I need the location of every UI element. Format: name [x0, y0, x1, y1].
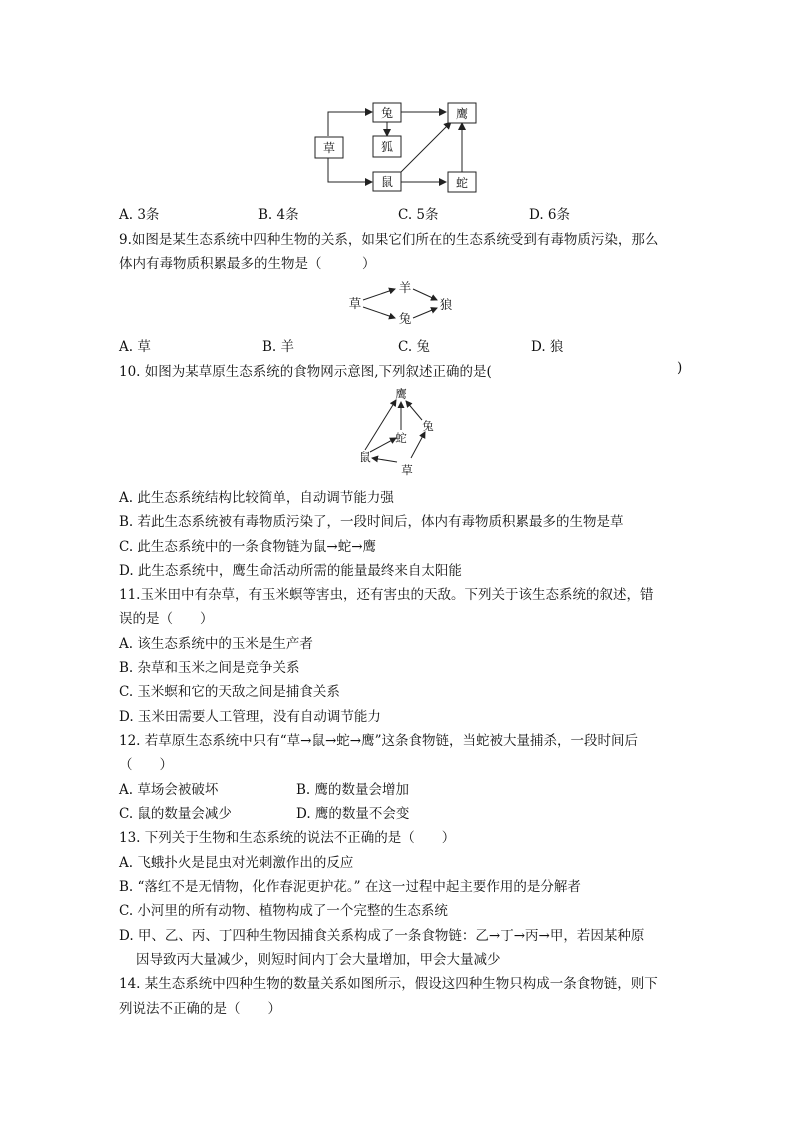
q10-stem-close: ) [677, 360, 683, 376]
q13-stem: 13. 下列关于生物和生态系统的说法不正确的是（ ） [119, 830, 456, 846]
node-fox: 狐 [380, 140, 394, 154]
q9-node-sheep: 羊 [398, 280, 412, 295]
q13-option-a: A. 飞蛾扑火是昆虫对光刺激作出的反应 [119, 855, 354, 871]
q12-option-c: C. 鼠的数量会减少 [119, 806, 232, 822]
q11-option-d: D. 玉米田需要人工管理，没有自动调节能力 [119, 709, 381, 725]
q10-option-c: C. 此生态系统中的一条食物链为鼠→蛇→鹰 [119, 539, 377, 555]
node-grass: 草 [322, 141, 336, 155]
q9-node-wolf: 狼 [439, 297, 453, 312]
node-rabbit: 兔 [380, 106, 394, 120]
q10-node-eagle: 鹰 [395, 387, 407, 401]
q9-node-grass: 草 [348, 296, 362, 311]
q9-stem-line2: 体内有毒物质积累最多的生物是（ ） [119, 256, 376, 272]
q13-option-d-line2: 因导致丙大量减少，则短时间内丁会大量增加，甲会大量减少 [136, 952, 501, 968]
q11-option-c: C. 玉米螟和它的天敌之间是捕食关系 [119, 684, 340, 700]
q10-option-d: D. 此生态系统中，鹰生命活动所需的能量最终来自太阳能 [119, 563, 462, 579]
q10-option-a: A. 此生态系统结构比较简单，自动调节能力强 [119, 490, 394, 506]
q8-option-c: C. 5条 [398, 207, 439, 223]
q9-option-c: C. 兔 [398, 339, 430, 355]
q13-option-d: D. 甲、乙、丙、丁四种生物因捕食关系构成了一条食物链：乙→丁→丙→甲，若因某种原 [119, 928, 645, 944]
q12-option-a: A. 草场会被破坏 [119, 782, 219, 798]
q10-node-snake: 蛇 [395, 431, 407, 445]
q10-node-grass: 草 [401, 463, 413, 477]
q8-option-d: D. 6条 [529, 207, 571, 223]
q9-option-b: B. 羊 [262, 339, 295, 355]
q9-stem-line1: 9.如图是某生态系统中四种生物的关系，如果它们所在的生态系统受到有毒物质污染，那么 [119, 232, 659, 248]
q8-option-a: A. 3条 [119, 207, 160, 223]
q13-option-c: C. 小河里的所有动物、植物构成了一个完整的生态系统 [119, 903, 448, 919]
q10-option-b: B. 若此生态系统被有毒物质污染了，一段时间后，体内有毒物质积累最多的生物是草 [119, 514, 624, 530]
q9-option-a: A. 草 [119, 339, 151, 355]
food-web-diagram-2 [0, 270, 794, 330]
q12-option-b: B. 鹰的数量会增加 [296, 782, 410, 798]
food-web-diagram-1 [0, 0, 794, 200]
q9-option-d: D. 狼 [531, 339, 564, 355]
q9-node-rabbit: 兔 [398, 311, 412, 326]
q11-stem-line1: 11.玉米田中有杂草，有玉米螟等害虫，还有害虫的天敌。下列关于该生态系统的叙述，错 [119, 587, 654, 603]
q10-stem: 10. 如图为某草原生态系统的食物网示意图,下列叙述正确的是( [119, 364, 492, 380]
q8-option-b: B. 4条 [258, 207, 299, 223]
q10-node-rabbit: 兔 [422, 419, 434, 433]
q11-option-b: B. 杂草和玉米之间是竞争关系 [119, 660, 300, 676]
food-web-diagram-3 [0, 380, 794, 480]
node-snake: 蛇 [455, 176, 469, 190]
q14-stem-line2: 列说法不正确的是（ ） [119, 1001, 281, 1017]
q13-option-b: B. “落红不是无情物，化作春泥更护花。” 在这一过程中起主要作用的是分解者 [119, 879, 581, 895]
q14-stem-line1: 14. 某生态系统中四种生物的数量关系如图所示，假设这四种生物只构成一条食物链，则下 [119, 976, 658, 992]
q11-option-a: A. 该生态系统中的玉米是生产者 [119, 636, 313, 652]
q12-stem-line1: 12. 若草原生态系统中只有“草→鼠→蛇→鹰”这条食物链，当蛇被大量捕杀，一段时间后 [119, 733, 638, 749]
node-mouse: 鼠 [380, 175, 394, 189]
q12-stem-line2: （ ） [119, 757, 173, 773]
node-eagle: 鹰 [455, 107, 469, 121]
q11-stem-line2: 误的是（ ） [119, 611, 214, 627]
q12-option-d: D. 鹰的数量不会变 [296, 806, 410, 822]
q10-node-mouse: 鼠 [359, 450, 371, 464]
